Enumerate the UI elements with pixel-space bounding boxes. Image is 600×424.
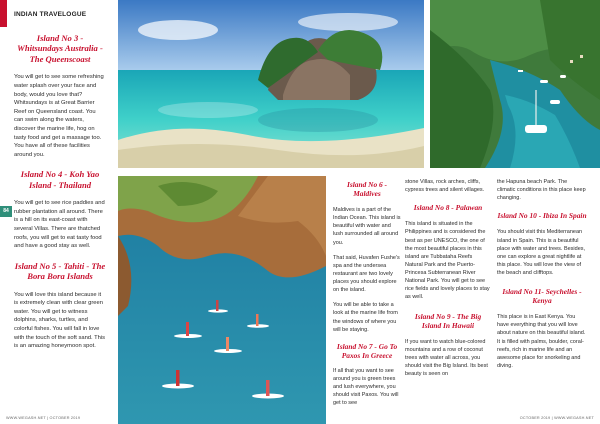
island-3-text: You will get to see some refreshing water splash over your face and body, would you love that? Whitsundays is at Great Barrier Reef on Queensland coast. You can swim along the waters, discover the marine life, hog on tasty food and get a massage too. You have all of these facilities around you. [14,74,104,158]
island-7-text-cont: stone Villas, rock arches, cliffs, cypress trees and silent villages. [405,179,485,194]
footer-left: WWW.WEGASH.NET | OCTOBER 2019 [6,416,81,420]
column-3 [405,178,491,378]
paddleboard-photo [118,176,326,424]
island-4-heading: Island No 4 - Koh Yao Island - Thailand [20,169,100,190]
column-4 [497,178,587,370]
island-7-heading: Island No 7 - Go To Paxos In Greece [336,341,398,360]
island-6-text-3: You will be able to take a look at the marine life from the windows of where you will be staying. [333,302,398,333]
island-6-heading: Island No 6 - Maldives [346,180,388,199]
section-title: INDIAN TRAVELOGUE [14,11,87,18]
island-9-text: If you want to watch blue-colored mountains and a row of coconut trees with water all across, you should visit the Big Island. Its best beauty is seen on [405,338,488,378]
island-11-text: This place is in East Kenya. You have everything that you will love about nature on this beautiful island. It is filled with palms, boulder, coral-reefs, rich in marine life and an awesome place for snorkeling and diving. [497,314,586,369]
column-1 [14,33,106,351]
island-6-text-1: Maldives is a part of the Indian Ocean. This island is beautiful with water and lush surrounded all around you. [333,207,401,246]
island-9-text-cont: the Hapuna beach Park. The climatic conditions in this place keep changing. [497,179,586,202]
island-5-heading: Island No 5 - Tahiti - The Bora Bora Islands [14,260,106,282]
island-10-heading: Island No 10 - Ibiza In Spain [497,211,587,221]
column-2 [333,180,401,408]
island-4-text: You will get to see rice paddies and rubber plantation all around. There is a hill on its east-coast with several Villas. There are thatched roofs, you will get to eat tasty food and have a good stay as well. [14,200,105,250]
section-marker [0,0,7,27]
page-number: 84 [0,206,12,217]
island-8-text: This island is situated in the Philippines and is considered the best as per UNESCO, the one of the most beautiful places in this island are Tubbataha Reefs Natural Park and the Puerto-Princesa Subterranean River National Park. You will get to see rice fields and lovely places to stay as well. [405,221,490,301]
beach-photo [118,0,424,168]
island-11-heading: Island No 11- Seychelles - Kenya [502,287,582,306]
harbour-photo [430,0,600,168]
island-8-heading: Island No 8 - Palawan [413,203,483,213]
island-3-heading: Island No 3 - Whitsundays Australia - The Queenscoast [17,33,103,64]
footer-right: OCTOBER 2019 | WWW.WEGASH.NET [519,416,594,420]
island-9-heading: Island No 9 - The Big Island In Hawaii [414,311,482,330]
island-10-text: You should visit this Mediterranean island in Spain. This is a beautiful place with water and trees. Besides, one can explore a great nightlife at this place. You will love the view of the beach and clifftops. [497,229,586,277]
island-5-text: You will love this island because it is extremely clean with clear green water. You will get to witness dolphins, sharks, turtles, and colorful fishes. You will fall in love with the touch of the soft sand. This is an amazing honeymoon spot. [14,291,106,350]
island-6-text-2: That said, Huvafen Fushe's spa and the undersea restaurant are two lovely places you should explore on the island. [333,254,400,294]
island-7-text: If all that you want to see around you is green trees and lush everywhere, you should visit Paxos. You will get to see [333,367,399,407]
